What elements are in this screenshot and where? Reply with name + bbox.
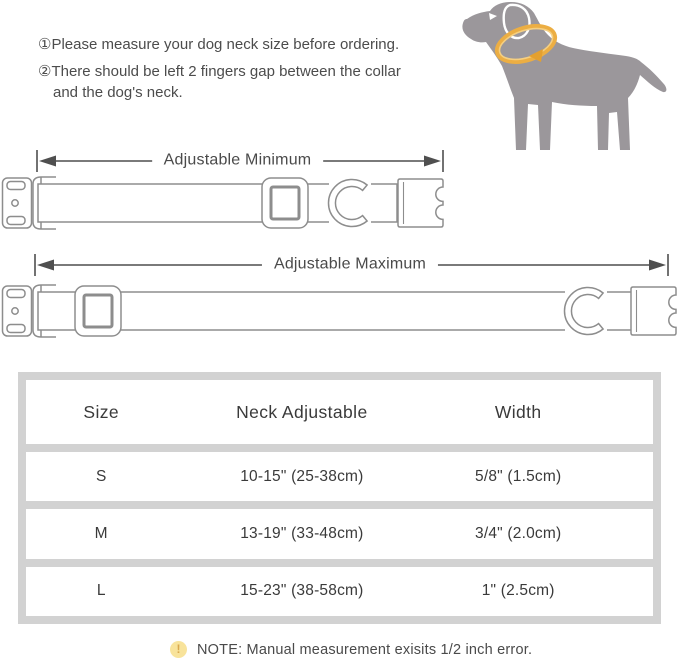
d-ring-icon bbox=[564, 288, 607, 335]
cell-neck: 15-23" (38-58cm) bbox=[240, 582, 364, 600]
buckle-female-icon bbox=[3, 286, 32, 336]
header-size: Size bbox=[83, 401, 120, 422]
table-row bbox=[26, 509, 653, 558]
dog-silhouette-icon bbox=[456, 2, 678, 160]
adjustable-minimum-label: Adjustable Minimum bbox=[152, 152, 324, 170]
cell-width: 1" (2.5cm) bbox=[481, 582, 555, 600]
buckle-male-icon bbox=[398, 179, 443, 227]
cell-width: 5/8" (1.5cm) bbox=[475, 467, 562, 485]
cell-neck: 13-19" (33-48cm) bbox=[240, 524, 364, 542]
table-row bbox=[26, 567, 653, 616]
header-width: Width bbox=[494, 401, 542, 422]
collar-diagram-minimum bbox=[0, 172, 450, 236]
dog-illustration bbox=[456, 2, 678, 160]
adjustable-maximum-measure bbox=[25, 250, 675, 280]
warning-icon: ! bbox=[170, 641, 187, 658]
slider-buckle-icon bbox=[262, 178, 308, 228]
table-row bbox=[26, 452, 653, 501]
cell-size: L bbox=[96, 582, 106, 600]
slider-buckle-icon bbox=[75, 286, 121, 336]
cell-size: M bbox=[94, 524, 108, 542]
buckle-female-icon bbox=[3, 178, 32, 228]
measurement-note bbox=[170, 641, 532, 658]
cell-size: S bbox=[95, 467, 107, 485]
cell-width: 3/4" (2.0cm) bbox=[475, 524, 562, 542]
ordering-instructions bbox=[38, 34, 411, 103]
size-chart-table bbox=[18, 372, 661, 624]
collar-diagram-maximum bbox=[0, 282, 679, 346]
header-neck-adjustable: Neck Adjustable bbox=[236, 401, 368, 422]
instruction-item-1: ①Please measure your dog neck size before ordering. bbox=[38, 36, 400, 53]
d-ring-icon bbox=[328, 180, 371, 227]
adjustable-maximum-label: Adjustable Maximum bbox=[262, 256, 438, 274]
buckle-male-icon bbox=[631, 287, 676, 335]
note-text: NOTE: Manual measurement exisits 1/2 inch error. bbox=[197, 641, 533, 658]
table-header-row bbox=[26, 380, 653, 444]
collar-strap bbox=[38, 292, 632, 330]
cell-neck: 10-15" (25-38cm) bbox=[240, 467, 364, 485]
instruction-item-2: ②There should be left 2 fingers gap between the collar and the dog's neck. bbox=[38, 63, 401, 101]
